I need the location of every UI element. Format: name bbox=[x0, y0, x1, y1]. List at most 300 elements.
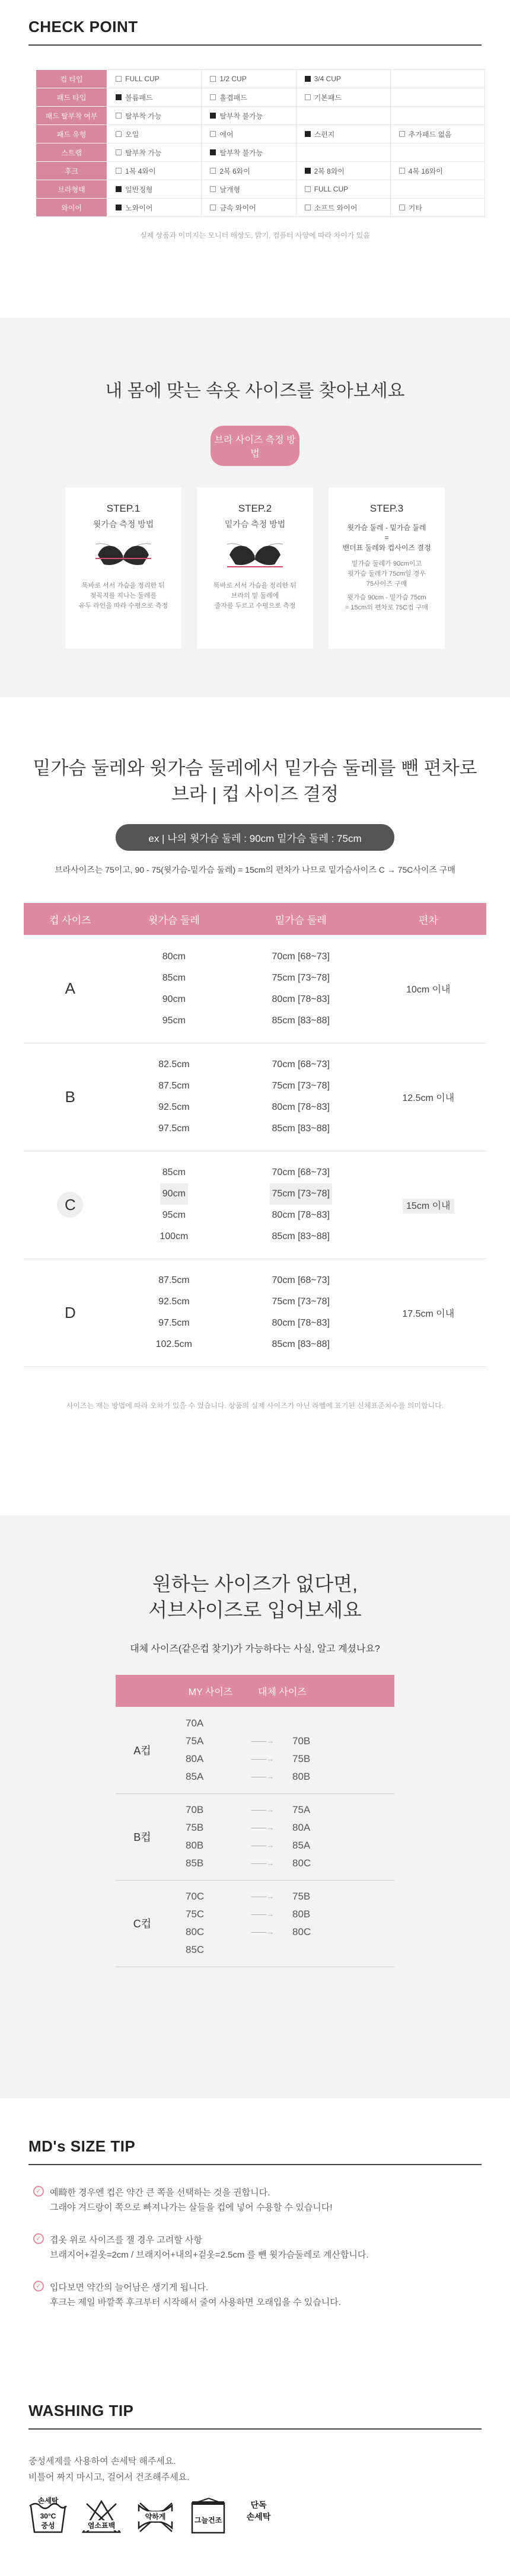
check-circle-icon: ✓ bbox=[33, 2186, 44, 2197]
subsize-cup-label: C컵 bbox=[116, 1880, 169, 1967]
checkpoint-option-cell bbox=[202, 107, 296, 125]
subsize-row bbox=[116, 1793, 394, 1880]
washing-section bbox=[0, 2392, 510, 2576]
cup-cell bbox=[24, 1043, 117, 1151]
subsize-question: 대체 사이즈(같은컵 찾기)가 가능하다는 사실, 알고 계셨나요? bbox=[130, 1644, 380, 1654]
example-badge: ex | 나의 윗가슴 둘레 : 90cm 밑가슴 둘레 : 75cm bbox=[116, 824, 394, 851]
arrow-right-icon: ——→ bbox=[251, 1841, 275, 1850]
subsize-pair bbox=[169, 1923, 394, 1941]
title-divider bbox=[28, 44, 482, 46]
cup-label: C bbox=[57, 1192, 83, 1218]
unchecked-box-icon bbox=[116, 131, 122, 137]
unchecked-box-icon bbox=[116, 113, 122, 119]
step-desc: 똑바로 서서 가슴을 정리한 뒤 젖꼭지를 지나는 둘레를 유두 라인을 따라 수평으로 측정 bbox=[78, 582, 168, 609]
subsize-pairs bbox=[169, 1880, 394, 1967]
checkpoint-option-label: 소프트 와이어 bbox=[314, 203, 358, 212]
under-bust-cell bbox=[231, 935, 371, 1043]
arrow-right-icon: ——→ bbox=[251, 1892, 275, 1901]
my-size-value: 80B bbox=[186, 1840, 204, 1851]
checkpoint-option-label: FULL CUP bbox=[125, 74, 160, 83]
subsize-cup-label: A컵 bbox=[116, 1707, 169, 1793]
checkpoint-option-cell bbox=[390, 88, 485, 107]
checkpoint-option-cell bbox=[390, 125, 485, 143]
bra-illustration-icon bbox=[222, 538, 288, 575]
subsize-title-line-1: 원하는 사이즈가 없다면, bbox=[152, 1573, 358, 1595]
checkpoint-option-label: 4복 16와이 bbox=[408, 167, 443, 175]
unchecked-box-icon bbox=[116, 168, 122, 174]
measure-title: 내 몸에 맞는 속옷 사이즈를 찾아보세요 bbox=[105, 381, 405, 401]
unchecked-box-icon bbox=[210, 94, 216, 100]
step-title: 밑가슴 측정 방법 bbox=[224, 519, 286, 529]
checkpoint-option-label: 오일 bbox=[125, 130, 139, 139]
subsize-pair bbox=[169, 1768, 394, 1786]
subsize-pair bbox=[169, 1819, 394, 1837]
title-divider bbox=[28, 2164, 482, 2165]
checkpoint-option-cell bbox=[202, 70, 296, 88]
checkpoint-option-label: 일반징형 bbox=[125, 185, 153, 194]
measure-method-badge: 브라 사이즈 측정 방법 bbox=[211, 426, 299, 466]
difference-cell bbox=[371, 1151, 486, 1259]
checkpoint-option-cell bbox=[107, 199, 202, 217]
md-tip-section bbox=[0, 2098, 510, 2392]
checkpoint-option bbox=[210, 75, 246, 83]
example-note: 브라사이즈는 75이고, 90 - 75(윗가슴-밑가슴 둘레) = 15cm의 편차가 나므로 밑가슴사이즈 C → 75C사이즈 구매 bbox=[55, 865, 455, 874]
checkpoint-row-label: 컵 타입 bbox=[36, 70, 107, 88]
col-cup-size: 컵 사이즈 bbox=[24, 903, 117, 935]
checkpoint-option bbox=[305, 203, 358, 213]
checkpoint-row bbox=[36, 107, 485, 125]
arrow-right-icon: ——→ bbox=[251, 1910, 275, 1919]
checkpoint-option-label: 기타 bbox=[408, 203, 422, 212]
checked-box-icon bbox=[305, 76, 311, 82]
checkpoint-option-label: 2복 8와이 bbox=[314, 167, 345, 175]
size-value: 92.5cm bbox=[158, 1297, 190, 1307]
checkpoint-table bbox=[36, 69, 485, 217]
size-row bbox=[24, 1043, 486, 1151]
bra-illustration-icon bbox=[91, 538, 156, 575]
checkpoint-option-cell bbox=[202, 125, 296, 143]
size-value: 80cm [78~83] bbox=[272, 994, 330, 1004]
checkpoint-option bbox=[210, 166, 250, 176]
unchecked-box-icon bbox=[210, 168, 216, 174]
checkpoint-option-label: 날개형 bbox=[219, 185, 241, 194]
size-table bbox=[24, 903, 486, 1367]
difference-value: 15cm 이내 bbox=[403, 1199, 454, 1214]
subsize-pairs bbox=[169, 1707, 394, 1793]
top-bust-cell bbox=[117, 935, 231, 1043]
subsize-title-line-2: 서브사이즈로 입어보세요 bbox=[148, 1599, 362, 1621]
under-bust-cell bbox=[231, 1151, 371, 1259]
my-size-value: 80C bbox=[186, 1926, 205, 1937]
md-tip-item bbox=[28, 2280, 482, 2310]
checkpoint-option-cell bbox=[107, 88, 202, 107]
unchecked-box-icon bbox=[210, 205, 216, 210]
checkpoint-row-label: 패드 유형 bbox=[36, 125, 107, 143]
checkpoint-option-label: 에어 bbox=[219, 130, 234, 139]
sub-size-value: 80B bbox=[292, 1770, 311, 1782]
arrow-right-icon: ——→ bbox=[251, 1771, 275, 1781]
my-size-value: 70C bbox=[186, 1891, 205, 1902]
unchecked-box-icon bbox=[399, 168, 405, 174]
difference-value: 10cm 이내 bbox=[406, 985, 451, 995]
shade-dry-icon: 그늘건조 bbox=[189, 2497, 228, 2536]
step-card-1 bbox=[65, 487, 181, 649]
checkpoint-option bbox=[116, 75, 160, 83]
arrow-right-icon: ——→ bbox=[251, 1736, 275, 1745]
difference-value: 17.5cm 이내 bbox=[402, 1308, 455, 1319]
checkpoint-option-label: FULL CUP bbox=[314, 184, 349, 193]
checkpoint-title: CHECK POINT bbox=[28, 18, 138, 36]
size-value: 70cm [68~73] bbox=[272, 1059, 330, 1070]
my-size-value: 70B bbox=[186, 1804, 204, 1815]
difference-cell bbox=[371, 1043, 486, 1151]
checkpoint-option-cell bbox=[202, 88, 296, 107]
size-title-line-1: 밑가슴 둘레와 윗가슴 둘레에서 밑가슴 둘레를 뺀 편차로 bbox=[33, 758, 477, 778]
subsize-pair bbox=[169, 1837, 394, 1854]
checkpoint-option-cell bbox=[296, 107, 390, 125]
md-tip-line: 그래야 겨드랑이 쪽으로 빠져나가는 살들을 컵에 넣어 수용할 수 있습니다! bbox=[50, 2202, 333, 2213]
under-bust-cell bbox=[231, 1259, 371, 1367]
arrow-right-icon: ——→ bbox=[251, 1927, 275, 1936]
checkpoint-option bbox=[210, 148, 263, 158]
size-value: 82.5cm bbox=[158, 1059, 190, 1070]
top-bust-cell bbox=[117, 1151, 231, 1259]
size-value: 90cm bbox=[160, 1183, 188, 1205]
checkpoint-option-cell bbox=[296, 70, 390, 88]
checkpoint-option-cell bbox=[202, 162, 296, 180]
checkpoint-option-cell bbox=[107, 162, 202, 180]
checkpoint-option-cell bbox=[296, 125, 390, 143]
difference-cell bbox=[371, 1259, 486, 1367]
cup-label: A bbox=[65, 979, 76, 998]
checked-box-icon bbox=[116, 205, 122, 210]
sub-size-value: 80A bbox=[292, 1822, 311, 1833]
md-tip-text bbox=[50, 2233, 369, 2262]
washing-title: WASHING TIP bbox=[28, 2402, 134, 2419]
size-value: 85cm [83~88] bbox=[272, 1339, 330, 1349]
sub-size-value: 85A bbox=[292, 1840, 311, 1851]
checkpoint-row bbox=[36, 180, 485, 199]
size-value: 70cm [68~73] bbox=[272, 1167, 330, 1177]
arrow-right-icon: ——→ bbox=[251, 1805, 275, 1814]
step-formula: 윗가슴 둘레 - 밑가슴 둘레 = 밴더표 둘레와 컵사이즈 결정 bbox=[342, 524, 431, 552]
subsize-pair bbox=[169, 1941, 394, 1959]
checkpoint-option-cell bbox=[107, 125, 202, 143]
washing-icons bbox=[28, 2497, 482, 2536]
size-row bbox=[24, 1259, 486, 1367]
step-number: STEP.3 bbox=[369, 503, 404, 514]
checkpoint-row-label: 패드 타입 bbox=[36, 88, 107, 107]
checkpoint-row bbox=[36, 88, 485, 107]
subsize-row bbox=[116, 1707, 394, 1793]
subsize-table bbox=[116, 1675, 394, 1967]
difference-cell bbox=[371, 935, 486, 1043]
checkpoint-option-label: 스펀지 bbox=[314, 130, 335, 139]
unchecked-box-icon bbox=[399, 131, 405, 137]
unchecked-box-icon bbox=[399, 205, 405, 210]
checkpoint-row-label: 스트랩 bbox=[36, 143, 107, 162]
checkpoint-option bbox=[399, 203, 422, 213]
checkpoint-option bbox=[116, 129, 139, 139]
my-size-value: 85C bbox=[186, 1944, 205, 1955]
checkpoint-option-cell bbox=[296, 199, 390, 217]
sub-size-value: 75B bbox=[292, 1891, 311, 1902]
size-value: 75cm [73~78] bbox=[272, 1081, 330, 1091]
checkpoint-row bbox=[36, 162, 485, 180]
subsize-pair bbox=[169, 1715, 394, 1732]
arrow-right-icon: ——→ bbox=[251, 1859, 275, 1868]
checkpoint-row-label: 와이어 bbox=[36, 199, 107, 217]
md-tip-line: 겹옷 위로 사이즈를 잴 경우 고려할 사항 bbox=[50, 2235, 202, 2245]
subsize-section bbox=[0, 1515, 510, 2098]
checkpoint-option bbox=[305, 129, 335, 139]
subsize-pair bbox=[169, 1905, 394, 1923]
size-value: 97.5cm bbox=[158, 1123, 190, 1134]
checkpoint-option bbox=[116, 184, 152, 194]
unchecked-box-icon bbox=[305, 205, 311, 210]
md-tip-item bbox=[28, 2185, 482, 2215]
size-value: 80cm [78~83] bbox=[272, 1210, 330, 1220]
size-value: 85cm bbox=[162, 972, 186, 983]
checkpoint-option-cell bbox=[296, 143, 390, 162]
checkpoint-row bbox=[36, 199, 485, 217]
size-value: 75cm [73~78] bbox=[270, 1183, 332, 1205]
checkpoint-option bbox=[210, 184, 240, 194]
checkpoint-option-label: 탈부착 가능 bbox=[125, 148, 162, 157]
under-bust-cell bbox=[231, 1043, 371, 1151]
checkpoint-option bbox=[210, 129, 233, 139]
col-under-bust: 밑가슴 둘레 bbox=[231, 903, 371, 935]
checkpoint-option-cell bbox=[390, 199, 485, 217]
checked-box-icon bbox=[210, 149, 216, 155]
arrow-right-icon: ——→ bbox=[251, 1823, 275, 1832]
md-tip-text bbox=[50, 2280, 341, 2310]
md-tip-line: 후크는 제일 바깥쪽 후크부터 시작해서 줄여 사용하면 오래입을 수 있습니다. bbox=[50, 2297, 341, 2307]
checkpoint-option-label: 홀겹패드 bbox=[219, 93, 247, 102]
cup-label: B bbox=[65, 1087, 76, 1106]
checkpoint-option bbox=[210, 92, 247, 103]
unchecked-box-icon bbox=[116, 149, 122, 155]
title-divider bbox=[28, 2428, 482, 2430]
checkpoint-option-label: 추가패드 없음 bbox=[408, 130, 452, 139]
unchecked-box-icon bbox=[305, 186, 311, 192]
size-value: 85cm [83~88] bbox=[272, 1123, 330, 1134]
my-size-value: 75B bbox=[186, 1822, 204, 1833]
subsize-cup-label: B컵 bbox=[116, 1793, 169, 1880]
no-wring-icon: 약하게 bbox=[135, 2500, 176, 2534]
md-tip-title: MD's SIZE TIP bbox=[28, 2137, 136, 2155]
size-value: 80cm [78~83] bbox=[272, 1318, 330, 1328]
size-value: 95cm bbox=[162, 1210, 186, 1220]
checkpoint-option-label: 금속 와이어 bbox=[219, 203, 256, 212]
my-size-value: 80A bbox=[186, 1753, 204, 1764]
size-value: 70cm [68~73] bbox=[272, 951, 330, 962]
checkpoint-option bbox=[210, 203, 256, 213]
checkpoint-option-label: 탈부착 불가능 bbox=[219, 148, 263, 157]
difference-value: 12.5cm 이내 bbox=[402, 1093, 455, 1103]
size-value: 100cm bbox=[160, 1231, 189, 1241]
md-tip-item bbox=[28, 2233, 482, 2262]
checkpoint-option bbox=[116, 111, 161, 121]
step-number: STEP.1 bbox=[106, 503, 141, 514]
checkpoint-option-label: 2복 6와이 bbox=[219, 167, 250, 175]
size-value: 87.5cm bbox=[158, 1081, 190, 1091]
checked-box-icon bbox=[116, 94, 122, 100]
cup-cell bbox=[24, 1151, 117, 1259]
sub-size-value: 80C bbox=[292, 1857, 311, 1869]
single-wash-label: 단독 손세탁 bbox=[246, 2500, 271, 2521]
checkpoint-option bbox=[399, 166, 443, 176]
checkpoint-row bbox=[36, 125, 485, 143]
checkpoint-option-cell bbox=[390, 107, 485, 125]
checkpoint-option bbox=[116, 92, 152, 103]
unchecked-box-icon bbox=[210, 76, 216, 82]
size-value: 90cm bbox=[162, 994, 186, 1004]
size-value: 85cm [83~88] bbox=[272, 1015, 330, 1026]
hand-wash-icon: 손세탁 30°C 중성 bbox=[28, 2498, 68, 2536]
size-value: 102.5cm bbox=[155, 1339, 193, 1349]
sub-size-value: 75B bbox=[292, 1753, 311, 1764]
checkpoint-option-cell bbox=[390, 70, 485, 88]
my-size-value: 75C bbox=[186, 1908, 205, 1920]
checkpoint-option-cell bbox=[296, 88, 390, 107]
checkpoint-option-cell bbox=[202, 180, 296, 199]
subsize-pair bbox=[169, 1888, 394, 1905]
arrow-right-icon: ——→ bbox=[251, 1754, 275, 1763]
size-value: 70cm [68~73] bbox=[272, 1275, 330, 1285]
col-my-size: MY 사이즈 대체 사이즈 bbox=[116, 1675, 394, 1707]
step-card-2 bbox=[197, 487, 313, 649]
checkpoint-option-cell bbox=[107, 107, 202, 125]
checkpoint-section bbox=[0, 0, 510, 318]
checkpoint-option-cell bbox=[296, 180, 390, 199]
checkpoint-option-cell bbox=[202, 143, 296, 162]
step-desc: 밑가슴 둘레가 90cm이고 윗가슴 둘레가 75cm일 경우 75사이즈 구매 윗가슴 90cm - 밑가슴 75cm = 15cm의 편차로 75C컵 구매 bbox=[345, 560, 429, 611]
checked-box-icon bbox=[116, 186, 122, 192]
size-row bbox=[24, 1151, 486, 1259]
subsize-pair bbox=[169, 1750, 394, 1768]
check-circle-icon: ✓ bbox=[33, 2281, 44, 2291]
size-value: 95cm bbox=[162, 1015, 186, 1026]
checkpoint-option-label: 3/4 CUP bbox=[314, 74, 341, 83]
checkpoint-option bbox=[116, 166, 155, 176]
checkpoint-option-cell bbox=[107, 180, 202, 199]
checkpoint-option-label: 1/2 CUP bbox=[219, 74, 247, 83]
size-value: 75cm [73~78] bbox=[272, 972, 330, 983]
size-value: 80cm [78~83] bbox=[272, 1102, 330, 1112]
size-value: 85cm [83~88] bbox=[272, 1231, 330, 1241]
checkpoint-row-label: 후크 bbox=[36, 162, 107, 180]
checkpoint-option-cell bbox=[107, 143, 202, 162]
checkpoint-option-cell bbox=[296, 162, 390, 180]
sub-size-value: 70B bbox=[292, 1735, 311, 1747]
checkpoint-row bbox=[36, 143, 485, 162]
size-value: 87.5cm bbox=[158, 1275, 190, 1285]
col-top-bust: 윗가슴 둘레 bbox=[117, 903, 231, 935]
checked-box-icon bbox=[210, 113, 216, 119]
checkpoint-row-label: 패드 탈부착 여부 bbox=[36, 107, 107, 125]
top-bust-cell bbox=[117, 1259, 231, 1367]
checkpoint-row bbox=[36, 70, 485, 88]
checkpoint-option bbox=[210, 111, 263, 121]
checked-box-icon bbox=[305, 131, 311, 137]
arrow-right-icon bbox=[233, 1941, 292, 1959]
checkpoint-option-label: 탈부착 가능 bbox=[125, 111, 162, 120]
no-bleach-icon: 염소표백 bbox=[81, 2499, 122, 2534]
washing-text: 중성세제를 사용하여 손세탁 해주세요. 비틀어 짜지 마시고, 걸어서 건조해주세요. bbox=[28, 2456, 190, 2482]
checkpoint-option-label: 1복 4와이 bbox=[125, 167, 156, 175]
md-tip-line: 예畸한 경우엔 컵은 약간 큰 쪽을 선택하는 것을 권합니다. bbox=[50, 2188, 270, 2198]
step-number: STEP.2 bbox=[238, 503, 272, 514]
checkpoint-note: 실제 상품과 이미지는 모니터 해상도, 밝기, 컴퓨터 사양에 따라 차이가 있음 bbox=[140, 231, 370, 240]
checkpoint-option-cell bbox=[390, 180, 485, 199]
cup-cell bbox=[24, 935, 117, 1043]
cup-label: D bbox=[64, 1303, 76, 1321]
size-value: 75cm [73~78] bbox=[272, 1297, 330, 1307]
size-value: 85cm bbox=[162, 1167, 186, 1177]
subsize-pair bbox=[169, 1732, 394, 1750]
checkpoint-option bbox=[116, 203, 152, 213]
step-desc: 똑바로 서서 가슴을 정리한 뒤 브라의 밑 둘레에 줄자를 두르고 수평으로 측정 bbox=[213, 582, 297, 609]
size-note: 사이즈는 재는 방법에 따라 오차가 있을 수 있습니다. 상품의 실제 사이즈가 아닌 라벨에 표기된 신체표준치수를 의미합니다. bbox=[66, 1401, 444, 1410]
subsize-pair bbox=[169, 1854, 394, 1872]
checkpoint-option-cell bbox=[390, 162, 485, 180]
my-size-value: 85B bbox=[186, 1857, 204, 1869]
cup-cell bbox=[24, 1259, 117, 1367]
checkpoint-option bbox=[116, 148, 161, 158]
top-bust-cell bbox=[117, 1043, 231, 1151]
checkpoint-option-cell bbox=[202, 199, 296, 217]
md-tip-text bbox=[50, 2185, 332, 2215]
checked-box-icon bbox=[305, 168, 311, 174]
size-table-section bbox=[0, 697, 510, 1515]
size-title-line-2: 브라 | 컵 사이즈 결정 bbox=[171, 784, 339, 805]
unchecked-box-icon bbox=[210, 186, 216, 192]
size-value: 97.5cm bbox=[158, 1318, 190, 1328]
step-title: 윗가슴 측정 방법 bbox=[93, 519, 154, 529]
checkpoint-option-label: 노와이어 bbox=[125, 203, 153, 212]
sub-size-value: 80C bbox=[292, 1926, 311, 1937]
step-card-3 bbox=[329, 487, 445, 649]
steps-row bbox=[0, 487, 510, 649]
checkpoint-option-label: 기본패드 bbox=[314, 93, 342, 102]
col-difference: 편차 bbox=[371, 903, 486, 935]
checkpoint-option-cell bbox=[390, 143, 485, 162]
unchecked-box-icon bbox=[116, 76, 122, 82]
my-size-value: 85A bbox=[186, 1770, 204, 1782]
arrow-right-icon bbox=[233, 1715, 292, 1732]
sub-size-value: 80B bbox=[292, 1908, 311, 1920]
unchecked-box-icon bbox=[210, 131, 216, 137]
unchecked-box-icon bbox=[305, 94, 311, 100]
checkpoint-option-label: 탈부착 불가능 bbox=[219, 111, 263, 120]
check-circle-icon: ✓ bbox=[33, 2233, 44, 2244]
md-tip-line: 입다보면 약간의 늘어남은 생기게 됩니다. bbox=[50, 2283, 209, 2293]
sub-size-value: 75A bbox=[292, 1804, 311, 1815]
subsize-pairs bbox=[169, 1793, 394, 1880]
subsize-row bbox=[116, 1880, 394, 1967]
checkpoint-option bbox=[305, 75, 341, 83]
my-size-value: 75A bbox=[186, 1735, 204, 1747]
checkpoint-row-label: 브라형태 bbox=[36, 180, 107, 199]
measure-section bbox=[0, 318, 510, 697]
checkpoint-option-cell bbox=[107, 70, 202, 88]
my-size-value: 70A bbox=[186, 1717, 204, 1729]
size-value: 92.5cm bbox=[158, 1102, 190, 1112]
checkpoint-option bbox=[305, 166, 345, 176]
subsize-pair bbox=[169, 1801, 394, 1819]
size-value: 80cm bbox=[162, 951, 186, 962]
